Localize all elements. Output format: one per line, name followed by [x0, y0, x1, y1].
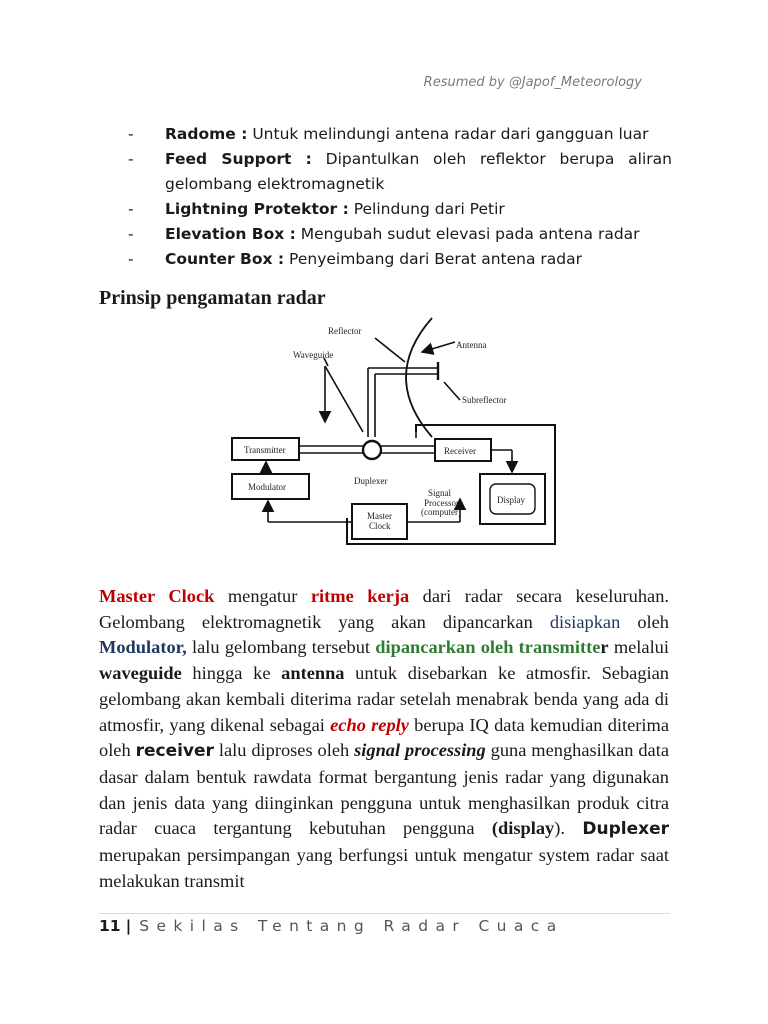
term-dipancarkan: dipancarkan oleh transmitte: [375, 637, 601, 658]
term-signal-processing: signal processing: [354, 740, 486, 761]
waveguide-label: Waveguide: [293, 350, 334, 360]
list-item: [128, 247, 672, 272]
term-modulator: Modulator,: [99, 637, 187, 658]
label-leader: [375, 338, 405, 362]
text-run: merupakan persimpangan yang berfungsi untuk mengatur system radar saat melakukan transmit: [99, 845, 669, 891]
bullet-dash: -: [128, 150, 134, 168]
reflector-label: Reflector: [328, 326, 362, 336]
bullet-dash: -: [128, 225, 134, 243]
text-run: lalu gelombang tersebut: [186, 637, 376, 658]
term-duplexer: Duplexer: [582, 819, 669, 840]
page-number: 11: [99, 917, 121, 935]
text-run: ).: [554, 818, 583, 839]
text-run: berupa IQ data kemudian diterima oleh: [99, 714, 669, 761]
term-echo-reply: echo reply: [330, 714, 409, 735]
signal-processor-label: Signal: [428, 488, 452, 498]
text-run: untuk disebarkan ke atmosfir. Sebagian gelombang akan kembali diterima radar setelah menabrak benda yang ada di atmosfir, yang dikenal sebagai: [99, 663, 669, 735]
receiver-label: Receiver: [444, 446, 476, 456]
description: Untuk melindungi antena radar dari gangguan luar: [247, 125, 649, 143]
text-run: r: [600, 637, 609, 658]
term-antenna: antenna: [281, 663, 345, 684]
term: Counter Box :: [165, 250, 285, 268]
text-run: guna menghasilkan data dasar dalam bentuk rawdata format bergantung jenis radar yang digunakan dan jenis data yang diinginkan pengguna untuk menghasilkan produk citra radar cuaca tergantung kebutuhan pengguna: [99, 740, 669, 839]
subreflector-label: Subreflector: [462, 395, 507, 405]
duplexer-label: Duplexer: [354, 476, 388, 486]
radar-block-diagram: [200, 312, 580, 557]
duplexer-circle: [363, 441, 381, 459]
term-disiapkan: disiapkan: [549, 611, 621, 632]
term: Feed Support :: [165, 150, 312, 168]
page-footer: [99, 917, 564, 935]
component-list: [128, 122, 672, 272]
term-waveguide: waveguide: [99, 663, 182, 684]
body-paragraph: [99, 584, 669, 894]
description: Pelindung dari Petir: [348, 200, 505, 218]
signal-processor-label: (computer): [421, 507, 461, 517]
chapter-title: Sekilas Tentang Radar Cuaca: [139, 917, 564, 935]
text-run: dari radar secara keseluruhan. Gelombang elektromagnetik yang akan dipancarkan: [99, 586, 669, 632]
bullet-dash: -: [128, 200, 134, 218]
bullet-dash: -: [128, 250, 134, 268]
footer-separator: |: [125, 917, 132, 935]
term-display: (display: [491, 818, 555, 839]
label-leader: [422, 342, 455, 352]
list-item: [128, 197, 672, 222]
transmitter-label: Transmitter: [244, 445, 286, 455]
modulator-label: Modulator: [248, 482, 286, 492]
list-item: [128, 122, 672, 147]
bullet-dash: -: [128, 125, 134, 143]
text-run: hingga ke: [181, 663, 282, 684]
term: Lightning Protektor :: [165, 200, 349, 218]
term-receiver: receiver: [135, 741, 214, 762]
text-run: lalu diproses oleh: [213, 740, 355, 761]
description: Mengubah sudut elevasi pada antena radar: [295, 225, 640, 243]
text-run: melalui: [608, 637, 669, 658]
signal-processor-label: Processor: [424, 498, 459, 508]
description: Penyeimbang dari Berat antena radar: [284, 250, 583, 268]
text-run: oleh: [620, 611, 669, 632]
master-clock-label: Clock: [369, 521, 391, 531]
description: Dipantulkan oleh reflektor berupa aliran gelombang elektromagnetik: [165, 150, 672, 193]
term: Elevation Box :: [165, 225, 296, 243]
term: Radome :: [165, 125, 248, 143]
master-clock-label: Master: [367, 511, 392, 521]
term-master-clock: Master Clock: [99, 586, 215, 606]
footer-divider: [99, 913, 670, 914]
list-item: [128, 222, 672, 247]
list-item: [128, 147, 672, 197]
term-ritme-kerja: ritme kerja: [310, 586, 410, 606]
reflector-dish: [406, 318, 432, 437]
text-run: mengatur: [214, 586, 311, 606]
label-leader: [444, 382, 460, 400]
display-label: Display: [497, 495, 525, 505]
waveguide-line: [325, 366, 363, 432]
header-credit: Resumed by @Japof_Meteorology: [423, 75, 642, 90]
section-title: Prinsip pengamatan radar: [99, 287, 326, 309]
antenna-label: Antenna: [456, 340, 487, 350]
